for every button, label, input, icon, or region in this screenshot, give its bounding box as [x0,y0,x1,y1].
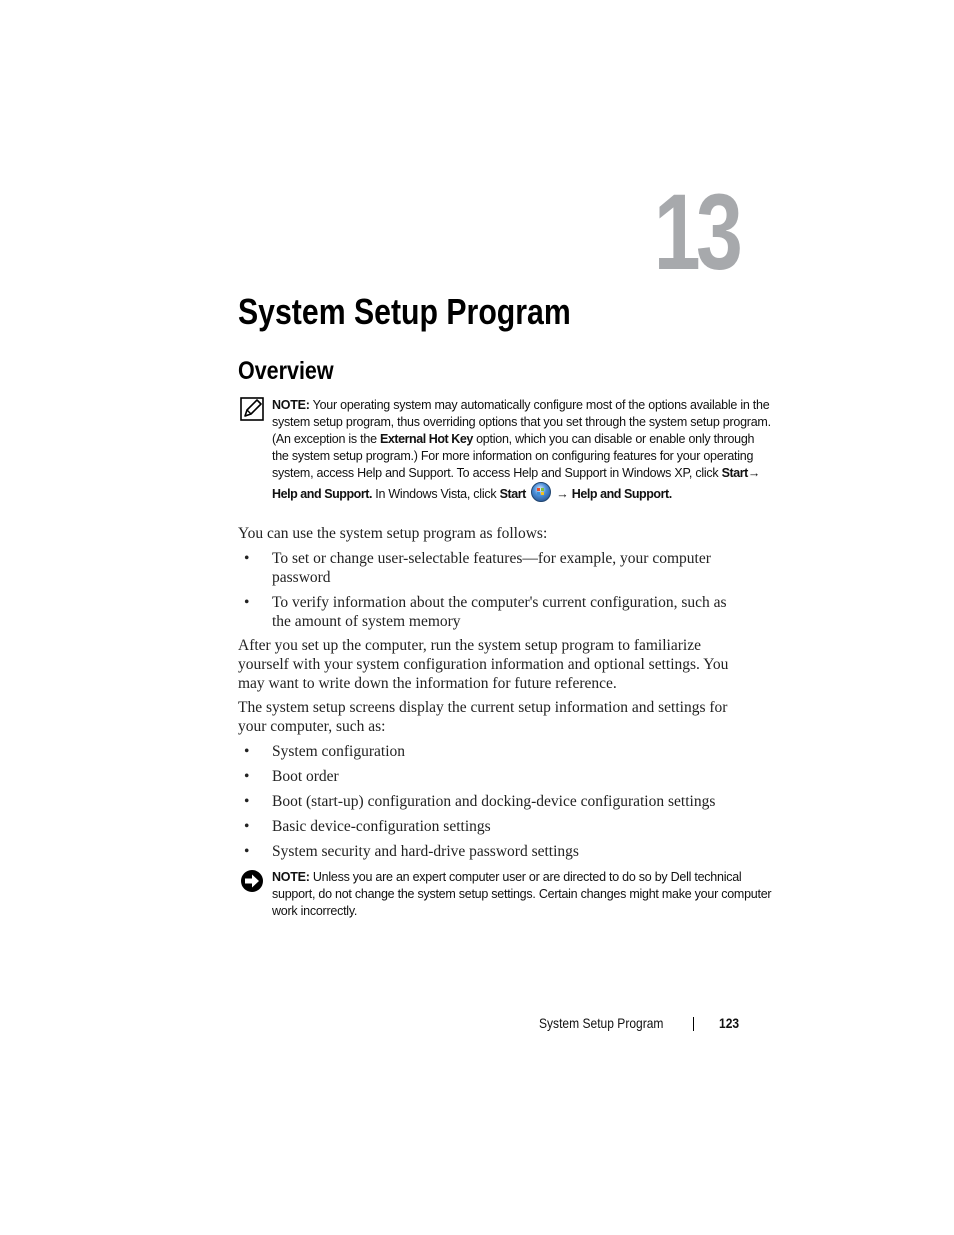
list-item [238,767,742,786]
list-item [238,549,742,587]
bullet: • [244,550,250,567]
footer-title: System Setup Program [539,1015,664,1031]
bullet: • [244,743,250,760]
external-hot-key-label: External Hot Key [380,432,473,446]
list-item-text: Boot order [272,768,339,785]
page-number: 123 [719,1015,740,1031]
note-text [272,397,772,503]
list-item [238,742,742,761]
pencil-note-icon [240,397,264,421]
list-item-text: Boot (start-up) configuration and docking-device configuration settings [272,793,716,810]
intro-paragraph: You can use the system setup program as follows: [238,525,548,542]
note-label: NOTE: [272,870,310,884]
list-item-text: To set or change user-selectable features—for example, your computer password [272,550,711,586]
settings-list [238,742,742,861]
note-label: NOTE: [272,398,310,412]
list-item [238,593,742,631]
windows-start-orb-icon [531,482,551,502]
bullet: • [244,793,250,810]
bullet: • [244,768,250,785]
list-item-text: System security and hard-drive password settings [272,843,579,860]
section-title: Overview [238,357,334,385]
paragraph-after-setup: After you set up the computer, run the system setup program to familiarize yourself with your system configuration information and optional settings. You may want to write down the information for future reference. [238,637,729,692]
help-and-support-label-vista: Help and Support. [571,487,672,501]
bullet: • [244,843,250,860]
list-item [238,842,742,861]
list-item [238,817,742,836]
footer-separator [693,1017,694,1031]
help-and-support-label-xp: Help and Support. [272,487,372,501]
list-item-text: To verify information about the computer's current configuration, such as the amount of system memory [272,594,727,630]
arrow-glyph: → [747,466,761,480]
uses-list [238,549,742,631]
note-text-part: In Windows Vista, click [372,487,500,501]
bullet: • [244,594,250,611]
list-item [238,792,742,811]
note-text-part: Your operating system may automatically configure most of the options available in the system setup program, thus overriding options that you set through the system setup program. (An exception is the [272,398,771,446]
note-text-part: Unless you are an expert computer user or are directed to do so by Dell technical support, do not change the system setup settings. Certain changes might make your computer work incorrectly. [272,870,772,918]
list-item-text: System configuration [272,743,406,760]
note-text [272,869,772,920]
note-text-part: option, which you can disable or enable only through the system setup program.) For more information on configuring features for your operating system, access Help and Support. To access Help and Support in Windows XP, click [272,432,755,480]
arrow-glyph: → [553,487,572,501]
list-item-text: Basic device-configuration settings [272,818,491,835]
notice-arrow-icon [240,869,264,893]
start-label-xp: Start [721,466,748,480]
chapter-title: System Setup Program [238,291,571,332]
start-label-vista: Start [499,487,526,501]
bullet: • [244,818,250,835]
chapter-number: 13 [653,171,738,292]
paragraph-setup-screens: The system setup screens display the current setup information and settings for your computer, such as: [238,699,728,735]
